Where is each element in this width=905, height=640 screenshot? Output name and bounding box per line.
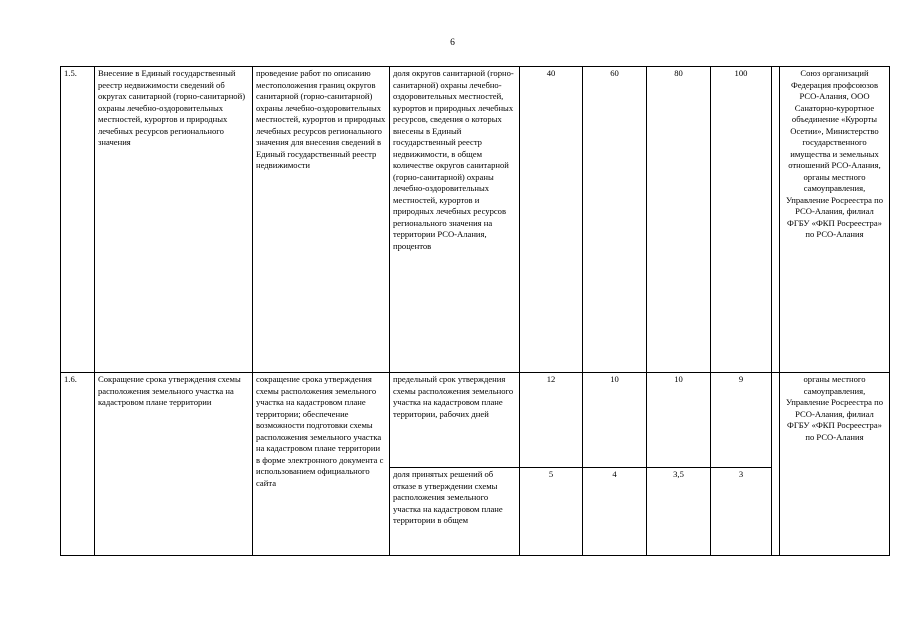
responsible-cell: Союз организаций Федерация профсоюзов РСО-Алания, ООО Санаторно-курортное объединение «Курорты Осетии», Министерство государственного имущества и земельных отношений РСО-Алания, органы местного самоуправления, Управление Росреестра по РСО-Алания, филиал ФГБУ «ФКП Росреестра» по РСО-Алания xyxy=(780,67,890,373)
value-cell: 10 xyxy=(583,373,647,468)
action-cell: сокращение срока утверждения схемы расположения земельного участка на кадастровом плане территории; обеспечение возможности подготовки схемы расположения земельного участка на кадастровом плане территории в форме электронного документа с использованием официального сайта xyxy=(253,373,390,556)
roadmap-table xyxy=(60,66,890,556)
spacer-cell xyxy=(772,67,780,373)
value-cell: 10 xyxy=(647,373,711,468)
value-cell: 3,5 xyxy=(647,468,711,556)
value-cell: 80 xyxy=(647,67,711,373)
indicator-cell: предельный срок утверждения схемы расположения земельного участка на кадастровом плане территории, рабочих дней xyxy=(390,373,520,468)
value-cell: 12 xyxy=(520,373,583,468)
value-cell: 5 xyxy=(520,468,583,556)
value-cell: 100 xyxy=(711,67,772,373)
indicator-cell: доля принятых решений об отказе в утверждении схемы расположения земельного участка на кадастровом плане территории в общем xyxy=(390,468,520,556)
row-number: 1.6. xyxy=(61,373,95,556)
table-row xyxy=(61,373,890,468)
action-cell: проведение работ по описанию местоположения границ округов санитарной (горно-санитарной) охраны лечебно-оздоровительных местностей, курортов и природных лечебных ресурсов регионального значения для внесения сведений в Единый государственный реестр недвижимости xyxy=(253,67,390,373)
value-cell: 60 xyxy=(583,67,647,373)
event-cell: Сокращение срока утверждения схемы расположения земельного участка на кадастровом плане территории xyxy=(95,373,253,556)
value-cell: 40 xyxy=(520,67,583,373)
table-row xyxy=(61,67,890,373)
responsible-cell: органы местного самоуправления, Управление Росреестра по РСО-Алания, филиал ФГБУ «ФКП Росреестра» по РСО-Алания xyxy=(780,373,890,556)
page-number: 6 xyxy=(450,38,455,48)
indicator-cell: доля округов санитарной (горно-санитарной) охраны лечебно-оздоровительных местностей, курортов и природных лечебных ресурсов, сведения о которых внесены в Единый государственный реестр недвижимости, в общем количестве округов санитарной (горно-санитарной) охраны лечебно-оздоровительных местностей, курортов и природных лечебных ресурсов регионального значения на территории РСО-Алания, процентов xyxy=(390,67,520,373)
row-number: 1.5. xyxy=(61,67,95,373)
event-cell: Внесение в Единый государственный реестр недвижимости сведений об округах санитарной (горно-санитарной) охраны лечебно-оздоровительных местностей, курортов и природных лечебных ресурсов регионального значения xyxy=(95,67,253,373)
value-cell: 4 xyxy=(583,468,647,556)
spacer-cell xyxy=(772,373,780,556)
value-cell: 9 xyxy=(711,373,772,468)
value-cell: 3 xyxy=(711,468,772,556)
